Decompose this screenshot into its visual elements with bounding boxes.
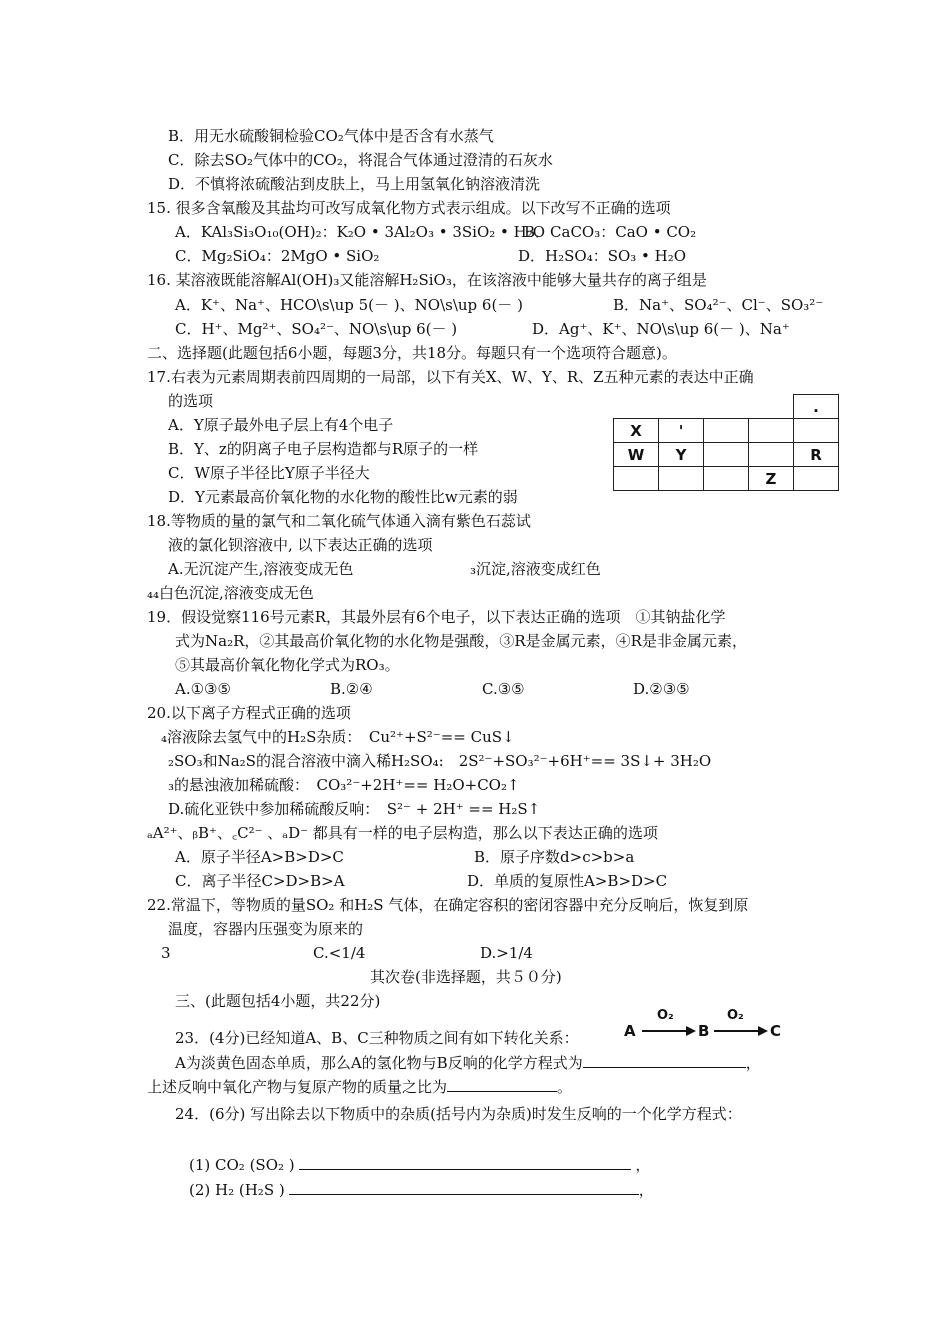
text-line: D．Y元素最高价氧化物的水化物的酸性比w元素的弱 <box>168 488 518 506</box>
q24-answer-blank-2[interactable] <box>289 1179 639 1195</box>
text-line: C．H⁺、Mg²⁺、SO₄²⁻、NO\s\up 6(－ ) <box>175 320 458 338</box>
text-line: 三、(此题包括4小题，共22分) <box>175 992 381 1010</box>
text-line: 3 <box>161 944 171 962</box>
text-line: A．KAl₃Si₃O₁₀(OH)₂：K₂O • 3Al₂O₃ • 3SiO₂ • H₂O <box>175 223 546 241</box>
arrow-1-label: O₂ <box>657 1008 674 1023</box>
text-line: B．Na⁺、SO₄²⁻、Cl⁻、SO₃²⁻ <box>613 296 824 314</box>
pt-cell <box>659 395 704 419</box>
text-line: C．离子半径C>D>B>A <box>175 872 345 890</box>
text-line: A．Y原子最外电子层上有4个电子 <box>168 416 394 434</box>
arrow-2-label: O₂ <box>727 1008 744 1023</box>
text-line: 19．假设觉察116号元素R，其最外层有6个电子，以下表达正确的选项 ①其钠盐化学 <box>147 608 726 626</box>
pt-row <box>614 419 839 443</box>
text-line: C.③⑤ <box>482 680 525 698</box>
q23-line1 <box>175 1052 761 1072</box>
text-line: ₄₄白色沉淀,溶液变成无色 <box>147 584 314 602</box>
text-line: D.②③⑤ <box>633 680 690 698</box>
species-a: A <box>624 1022 636 1040</box>
text-line: B．用无水硫酸铜检验CO₂气体中是否含有水蒸气 <box>168 127 494 145</box>
text-line: ₂SO₃和Na₂S的混合溶液中滴入稀H₂SO₄: 2S²⁻+SO₃²⁻+6H⁺== 3S↓+ 3H₂O <box>168 752 712 770</box>
q23-line1-text: A为淡黄色固态单质，那么A的氢化物与B反响的化学方程式为 <box>175 1054 583 1072</box>
q24-item-2 <box>189 1179 654 1199</box>
text-line: D．H₂SO₄：SO₃ • H₂O <box>518 247 687 265</box>
q24-item-1-text: (1) CO₂ (SO₂ ) <box>189 1156 295 1174</box>
pt-cell <box>794 467 839 491</box>
text-line: B．Y、z的阴离子电子层构造都与R原子的一样 <box>168 440 479 458</box>
text-line: B．CaCO₃：CaO • CO₂ <box>524 223 697 241</box>
text-line: A.无沉淀产生,溶液变成无色 <box>168 560 354 578</box>
text-line: A．K⁺、Na⁺、HCO\s\up 5(－ )、NO\s\up 6(－ ) <box>175 296 523 314</box>
q24-item-2-punct: ， <box>638 1181 654 1199</box>
q23-answer-blank-1[interactable] <box>583 1052 746 1068</box>
pt-cell-w: W <box>614 443 659 467</box>
text-line: 液的氯化钡溶液中, 以下表达正确的选项 <box>168 536 433 554</box>
pt-cell <box>704 419 749 443</box>
pt-cell <box>704 467 749 491</box>
pt-row <box>614 395 839 419</box>
pt-cell <box>749 395 794 419</box>
text-line: D．单质的复原性A>B>D>C <box>467 872 668 890</box>
pt-row <box>614 443 839 467</box>
text-line: A.①③⑤ <box>175 680 231 698</box>
text-line: 的选项 <box>168 392 214 410</box>
text-line: B．原子序数d>c>b>a <box>474 848 635 866</box>
pt-cell <box>614 467 659 491</box>
text-line: 15. 很多含氧酸及其盐均可改写成氧化物方式表示组成。以下改写不正确的选项 <box>147 199 671 217</box>
text-line: D．不慎将浓硫酸沾到皮肤上，马上用氢氧化钠溶液清洗 <box>168 175 541 193</box>
text-line: C.<1/4 <box>313 944 366 962</box>
text-line: 其次卷(非选择题，共５０分) <box>370 968 562 986</box>
pt-cell <box>749 443 794 467</box>
pt-cell <box>704 443 749 467</box>
pt-cell-z: Z <box>749 467 794 491</box>
q23-line2-punct: 。 <box>557 1078 573 1096</box>
pt-cell: . <box>794 395 839 419</box>
text-line: 18.等物质的量的氯气和二氧化硫气体通入滴有紫色石蕊试 <box>147 512 531 530</box>
q24-item-1-punct: ， <box>630 1156 651 1174</box>
q24-item-2-text: (2) H₂ (H₂S ) <box>189 1181 285 1199</box>
text-line: 20.以下离子方程式正确的选项 <box>147 704 351 722</box>
text-line: ₄溶液除去氢气中的H₂S杂质： Cu²⁺+S²⁻== CuS↓ <box>161 728 515 746</box>
pt-cell-x: X <box>614 419 659 443</box>
arrow-right-icon <box>714 1026 768 1036</box>
text-line: 二、选择题(此题包括6小题，每题3分，共18分。每题只有一个选项符合题意)。 <box>147 344 677 362</box>
q24-answer-blank-1[interactable] <box>299 1154 631 1170</box>
text-line: ₃的悬浊液加稀硫酸： CO₃²⁻+2H⁺== H₂O+CO₂↑ <box>168 776 520 794</box>
species-c: C <box>770 1022 782 1040</box>
text-line: 24．(6分) 写出除去以下物质中的杂质(括号内为杂质)时发生反响的一个化学方程式： <box>175 1105 742 1123</box>
q24-item-1 <box>189 1154 650 1174</box>
text-line: 17.右表为元素周期表前四周期的一局部，以下有关X、W、Y、R、Z五种元素的表达中正确 <box>147 368 754 386</box>
text-line: 16. 某溶液既能溶解Al(OH)₃又能溶解H₂SiO₃，在该溶液中能够大量共存的离子组是 <box>147 271 707 289</box>
text-line: A．原子半径A>B>D>C <box>175 848 344 866</box>
text-line: B.②④ <box>330 680 373 698</box>
periodic-table-fragment <box>613 394 839 491</box>
pt-cell <box>614 395 659 419</box>
text-line: 22.常温下，等物质的量SO₂ 和H₂S 气体，在确定容积的密闭容器中充分反响后，恢复到原 <box>147 896 749 914</box>
species-b: B <box>698 1022 710 1040</box>
arrow-right-icon <box>642 1026 696 1036</box>
q23-line2-text: 上述反响中氧化产物与复原产物的质量之比为 <box>147 1078 448 1096</box>
text-line: ₐA²⁺、ᵦB⁺、꜀C²⁻ 、ₐD⁻ 都具有一样的电子层构造，那么以下表达正确的选项 <box>147 824 658 842</box>
text-line: 温度，容器内压强变为原来的 <box>168 920 364 938</box>
q23-answer-blank-2[interactable] <box>447 1076 557 1092</box>
text-line: C．Mg₂SiO₄：2MgO • SiO₂ <box>175 247 380 265</box>
text-line: D.>1/4 <box>480 944 533 962</box>
pt-cell <box>659 467 704 491</box>
pt-cell: ' <box>659 419 704 443</box>
text-line: D.硫化亚铁中参加稀硫酸反响： S²⁻ + 2H⁺ == H₂S↑ <box>168 800 541 818</box>
q23-line1-punct: ， <box>745 1054 761 1072</box>
text-line: ₃沉淀,溶液变成红色 <box>470 560 601 578</box>
reaction-scheme <box>624 1008 784 1044</box>
pt-cell-r: R <box>794 443 839 467</box>
pt-cell <box>704 395 749 419</box>
text-line: C．W原子半径比Y原子半径大 <box>168 464 370 482</box>
text-line: 式为Na₂R，②其最高价氧化物的水化物是强酸，③R是金属元素，④R是非金属元素， <box>175 632 747 650</box>
pt-row <box>614 467 839 491</box>
text-line: 23．(4分)已经知道A、B、C三种物质之间有如下转化关系： <box>175 1029 579 1047</box>
pt-cell-y: Y <box>659 443 704 467</box>
pt-cell <box>794 419 839 443</box>
text-line: C．除去SO₂气体中的CO₂，将混合气体通过澄清的石灰水 <box>168 151 553 169</box>
pt-cell <box>749 419 794 443</box>
text-line: ⑤其最高价氧化物化学式为RO₃。 <box>175 656 400 674</box>
text-line: D．Ag⁺、K⁺、NO\s\up 6(－ )、Na⁺ <box>532 320 790 338</box>
q23-line2 <box>147 1076 572 1096</box>
